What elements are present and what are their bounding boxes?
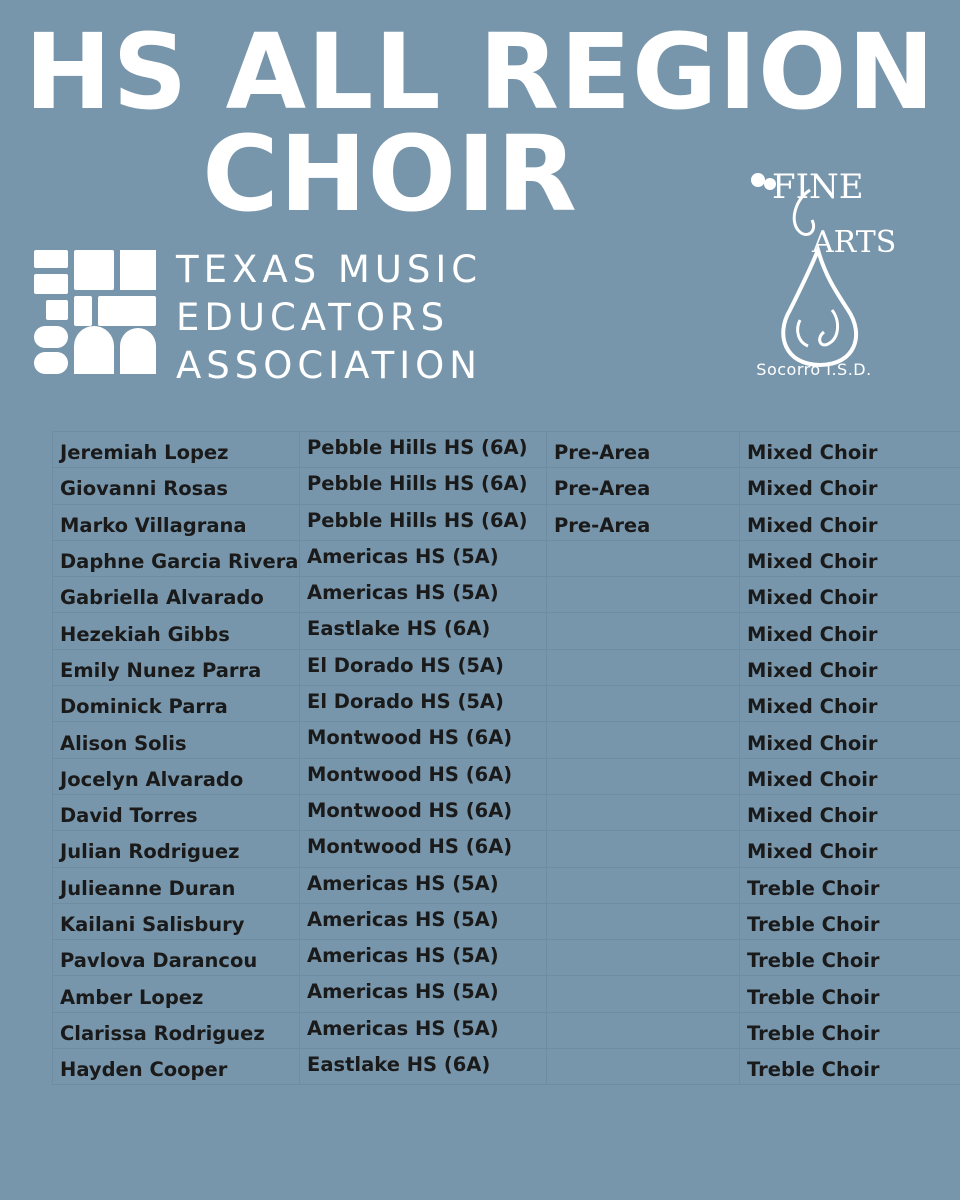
student-name-cell: Julian Rodriguez — [53, 831, 300, 867]
choir-cell: Treble Choir — [740, 903, 960, 939]
fine-arts-caption: Socorro I.S.D. — [756, 360, 872, 379]
school-cell: Americas HS (5A) — [300, 577, 547, 613]
student-name-cell: Emily Nunez Parra — [53, 649, 300, 685]
student-name-cell: Jeremiah Lopez — [53, 432, 300, 468]
school-cell: Americas HS (5A) — [300, 1012, 547, 1048]
school-cell: Eastlake HS (6A) — [300, 1049, 547, 1085]
status-cell — [547, 758, 740, 794]
table-row — [53, 903, 960, 939]
table-row — [53, 432, 960, 468]
status-cell: Pre-Area — [547, 468, 740, 504]
table-row — [53, 504, 960, 540]
student-name-cell: Amber Lopez — [53, 976, 300, 1012]
student-name-cell: Daphne Garcia Rivera — [53, 540, 300, 576]
school-cell: El Dorado HS (5A) — [300, 649, 547, 685]
fine-arts-word1: FINE — [772, 167, 864, 207]
table-row — [53, 613, 960, 649]
status-cell — [547, 1012, 740, 1048]
student-name-cell: Giovanni Rosas — [53, 468, 300, 504]
status-cell — [547, 649, 740, 685]
school-cell: Americas HS (5A) — [300, 940, 547, 976]
table-row — [53, 577, 960, 613]
table-row — [53, 1012, 960, 1048]
tmea-logo-text — [176, 246, 482, 390]
status-cell — [547, 903, 740, 939]
choir-cell: Mixed Choir — [740, 540, 960, 576]
choir-cell: Mixed Choir — [740, 686, 960, 722]
choir-cell: Treble Choir — [740, 1012, 960, 1048]
status-cell — [547, 831, 740, 867]
tmea-line3: ASSOCIATION — [176, 344, 482, 387]
status-cell — [547, 940, 740, 976]
school-cell: Montwood HS (6A) — [300, 831, 547, 867]
tmea-line2: EDUCATORS — [176, 296, 450, 339]
table-row — [53, 649, 960, 685]
table-row — [53, 722, 960, 758]
school-cell: Americas HS (5A) — [300, 540, 547, 576]
roster-body — [53, 432, 960, 1085]
school-cell: Pebble Hills HS (6A) — [300, 504, 547, 540]
table-row — [53, 468, 960, 504]
choir-cell: Mixed Choir — [740, 722, 960, 758]
status-cell — [547, 1049, 740, 1085]
tmea-line1: TEXAS MUSIC — [176, 248, 483, 291]
student-name-cell: Jocelyn Alvarado — [53, 758, 300, 794]
choir-cell: Treble Choir — [740, 867, 960, 903]
student-name-cell: Hezekiah Gibbs — [53, 613, 300, 649]
table-row — [53, 794, 960, 830]
choir-cell: Mixed Choir — [740, 468, 960, 504]
choir-cell: Mixed Choir — [740, 432, 960, 468]
fine-arts-logo-icon — [740, 160, 900, 385]
school-cell: Eastlake HS (6A) — [300, 613, 547, 649]
table-row — [53, 686, 960, 722]
choir-cell: Mixed Choir — [740, 577, 960, 613]
choir-cell: Treble Choir — [740, 940, 960, 976]
choir-cell: Mixed Choir — [740, 504, 960, 540]
status-cell — [547, 867, 740, 903]
school-cell: Americas HS (5A) — [300, 976, 547, 1012]
student-name-cell: Clarissa Rodriguez — [53, 1012, 300, 1048]
table-row — [53, 867, 960, 903]
student-name-cell: Julieanne Duran — [53, 867, 300, 903]
status-cell — [547, 794, 740, 830]
choir-cell: Mixed Choir — [740, 794, 960, 830]
page-title-line1: HS ALL REGION — [24, 11, 936, 133]
student-name-cell: Pavlova Darancou — [53, 940, 300, 976]
status-cell — [547, 722, 740, 758]
choir-cell: Mixed Choir — [740, 649, 960, 685]
choir-cell: Treble Choir — [740, 976, 960, 1012]
student-name-cell: Gabriella Alvarado — [53, 577, 300, 613]
choir-cell: Treble Choir — [740, 1049, 960, 1085]
student-name-cell: Alison Solis — [53, 722, 300, 758]
table-row — [53, 540, 960, 576]
tmea-logo-icon — [34, 250, 158, 374]
roster-table — [52, 431, 960, 1085]
student-name-cell: David Torres — [53, 794, 300, 830]
table-row — [53, 758, 960, 794]
student-name-cell: Kailani Salisbury — [53, 903, 300, 939]
school-cell: Montwood HS (6A) — [300, 722, 547, 758]
choir-cell: Mixed Choir — [740, 758, 960, 794]
status-cell — [547, 613, 740, 649]
fine-arts-word2: ARTS — [812, 225, 897, 260]
school-cell: Americas HS (5A) — [300, 903, 547, 939]
table-row — [53, 831, 960, 867]
school-cell: Pebble Hills HS (6A) — [300, 468, 547, 504]
school-cell: El Dorado HS (5A) — [300, 686, 547, 722]
table-row — [53, 940, 960, 976]
status-cell — [547, 976, 740, 1012]
student-name-cell: Hayden Cooper — [53, 1049, 300, 1085]
status-cell: Pre-Area — [547, 504, 740, 540]
status-cell: Pre-Area — [547, 432, 740, 468]
school-cell: Americas HS (5A) — [300, 867, 547, 903]
student-name-cell: Marko Villagrana — [53, 504, 300, 540]
status-cell — [547, 686, 740, 722]
table-row — [53, 1049, 960, 1085]
table-row — [53, 976, 960, 1012]
student-name-cell: Dominick Parra — [53, 686, 300, 722]
choir-cell: Mixed Choir — [740, 613, 960, 649]
school-cell: Montwood HS (6A) — [300, 758, 547, 794]
status-cell — [547, 577, 740, 613]
status-cell — [547, 540, 740, 576]
choir-cell: Mixed Choir — [740, 831, 960, 867]
school-cell: Pebble Hills HS (6A) — [300, 432, 547, 468]
school-cell: Montwood HS (6A) — [300, 794, 547, 830]
page-title-line2-text: CHOIR — [202, 113, 578, 235]
